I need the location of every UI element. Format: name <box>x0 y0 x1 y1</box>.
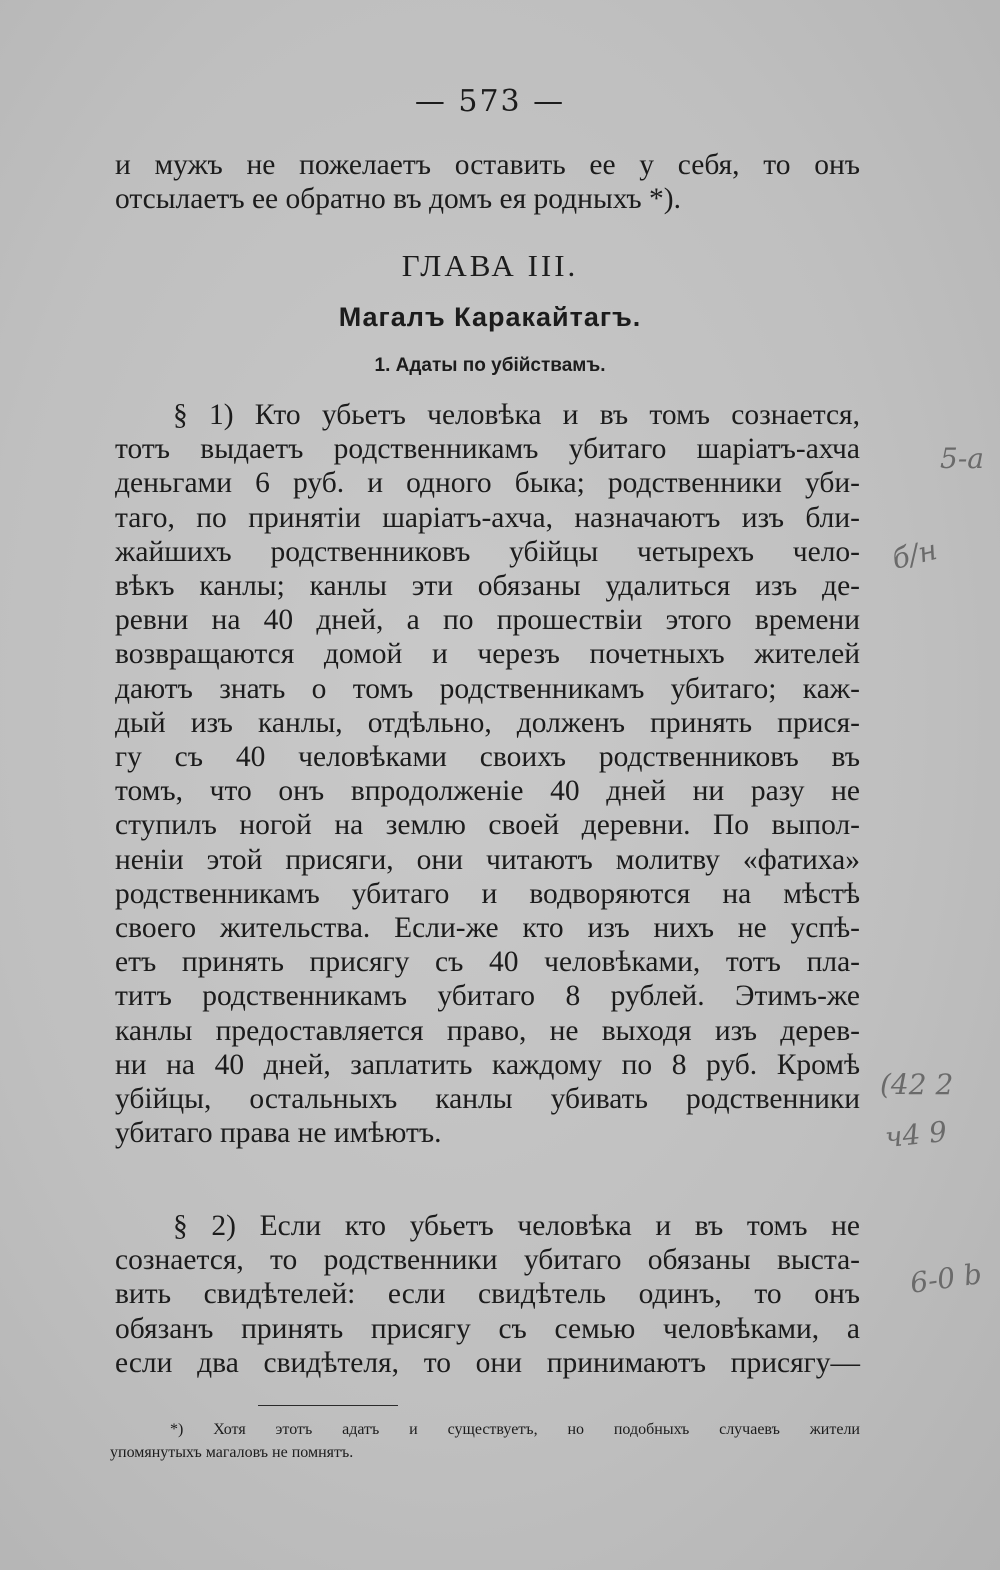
text-line: сознается, то родственники убитаго обязаны выста- <box>115 1244 860 1277</box>
margin-handwriting: (42 2 <box>880 1068 954 1101</box>
chapter-heading: ГЛАВА III. <box>401 248 579 283</box>
paragraph-2 <box>115 1209 860 1380</box>
text-line: ни на 40 дней, заплатить каждому по 8 руб. Кромѣ <box>115 1048 860 1081</box>
text-line: жайшихъ родственниковъ убійцы четырехъ чело- <box>115 535 860 568</box>
text-line: деньгами 6 руб. и одного быка; родственники уби- <box>115 467 860 500</box>
text-line: ревни на 40 дней, а по прошествіи этого времени <box>115 604 860 637</box>
footnote-line: упомянутыхъ магаловъ не помнятъ. <box>110 1444 354 1461</box>
footnote <box>110 1418 860 1464</box>
text-line: обязанъ принять присягу съ семью человѣками, а <box>115 1312 860 1345</box>
margin-handwriting: б/н <box>888 533 941 576</box>
page-number: — 573 — <box>414 84 566 119</box>
text-line: гу съ 40 человѣками своихъ родственниковъ въ <box>115 741 860 774</box>
text-line: § 2) Если кто убьетъ человѣка и въ томъ не <box>173 1210 860 1242</box>
text-line: неніи этой присяги, они читаютъ молитву «фатиха» <box>115 843 860 876</box>
text-line: возвращаются домой и черезъ почетныхъ жителей <box>115 638 860 671</box>
section-heading: Магалъ Каракайтагъ. <box>338 302 642 332</box>
text-line: убійцы, остальныхъ канлы убивать родственники <box>115 1083 860 1116</box>
text-line: томъ, что онъ впродолженіе 40 дней ни разу не <box>115 775 860 808</box>
margin-handwriting: 6-0 b <box>908 1257 984 1300</box>
text-line: родственникамъ убитаго и водворяются на мѣстѣ <box>115 877 860 910</box>
text-line: и мужъ не пожелаетъ оставить ее у себя, то онъ <box>115 149 860 181</box>
text-line: своего жительства. Если-же кто изъ нихъ не успѣ- <box>115 912 860 945</box>
text-line: титъ родственникамъ убитаго 8 рублей. Этимъ-же <box>115 980 860 1013</box>
footnote-divider <box>258 1405 398 1406</box>
text-line: ступилъ ногой на землю своей деревни. По выпол- <box>115 809 860 842</box>
continuation-paragraph <box>115 148 860 216</box>
margin-handwriting: 5-a <box>940 442 984 475</box>
text-line: отсылаетъ ее обратно въ домъ ея родныхъ *). <box>115 183 681 216</box>
text-line: если два свидѣтеля, то они принимаютъ присягу— <box>115 1346 860 1379</box>
paragraph-1 <box>115 398 860 1150</box>
text-line: дый изъ канлы, отдѣльно, долженъ принять прися- <box>115 706 860 739</box>
subsection-heading: 1. Адаты по убійствамъ. <box>374 355 606 376</box>
text-line: етъ принять присягу съ 40 человѣками, тотъ пла- <box>115 946 860 979</box>
text-line: таго, по принятіи шаріатъ-ахча, назначаютъ изъ бли- <box>115 501 860 534</box>
text-line: вѣкъ канлы; канлы эти обязаны удалиться изъ де- <box>115 570 860 603</box>
text-line: § 1) Кто убьетъ человѣка и въ томъ сознается, <box>173 399 860 431</box>
margin-handwriting: ч4 9 <box>883 1114 949 1155</box>
text-line: вить свидѣтелей: если свидѣтель одинъ, то онъ <box>115 1278 860 1311</box>
footnote-line: *) Хотя этотъ адатъ и существуетъ, но подобныхъ случаевъ жители <box>170 1421 860 1438</box>
text-line: канлы предоставляется право, не выходя изъ дерев- <box>115 1014 860 1047</box>
text-line: даютъ знать о томъ родственникамъ убитаго; каж- <box>115 672 860 705</box>
text-line: убитаго права не имѣютъ. <box>115 1117 442 1150</box>
text-line: тотъ выдаетъ родственникамъ убитаго шаріатъ-ахча <box>115 433 860 466</box>
